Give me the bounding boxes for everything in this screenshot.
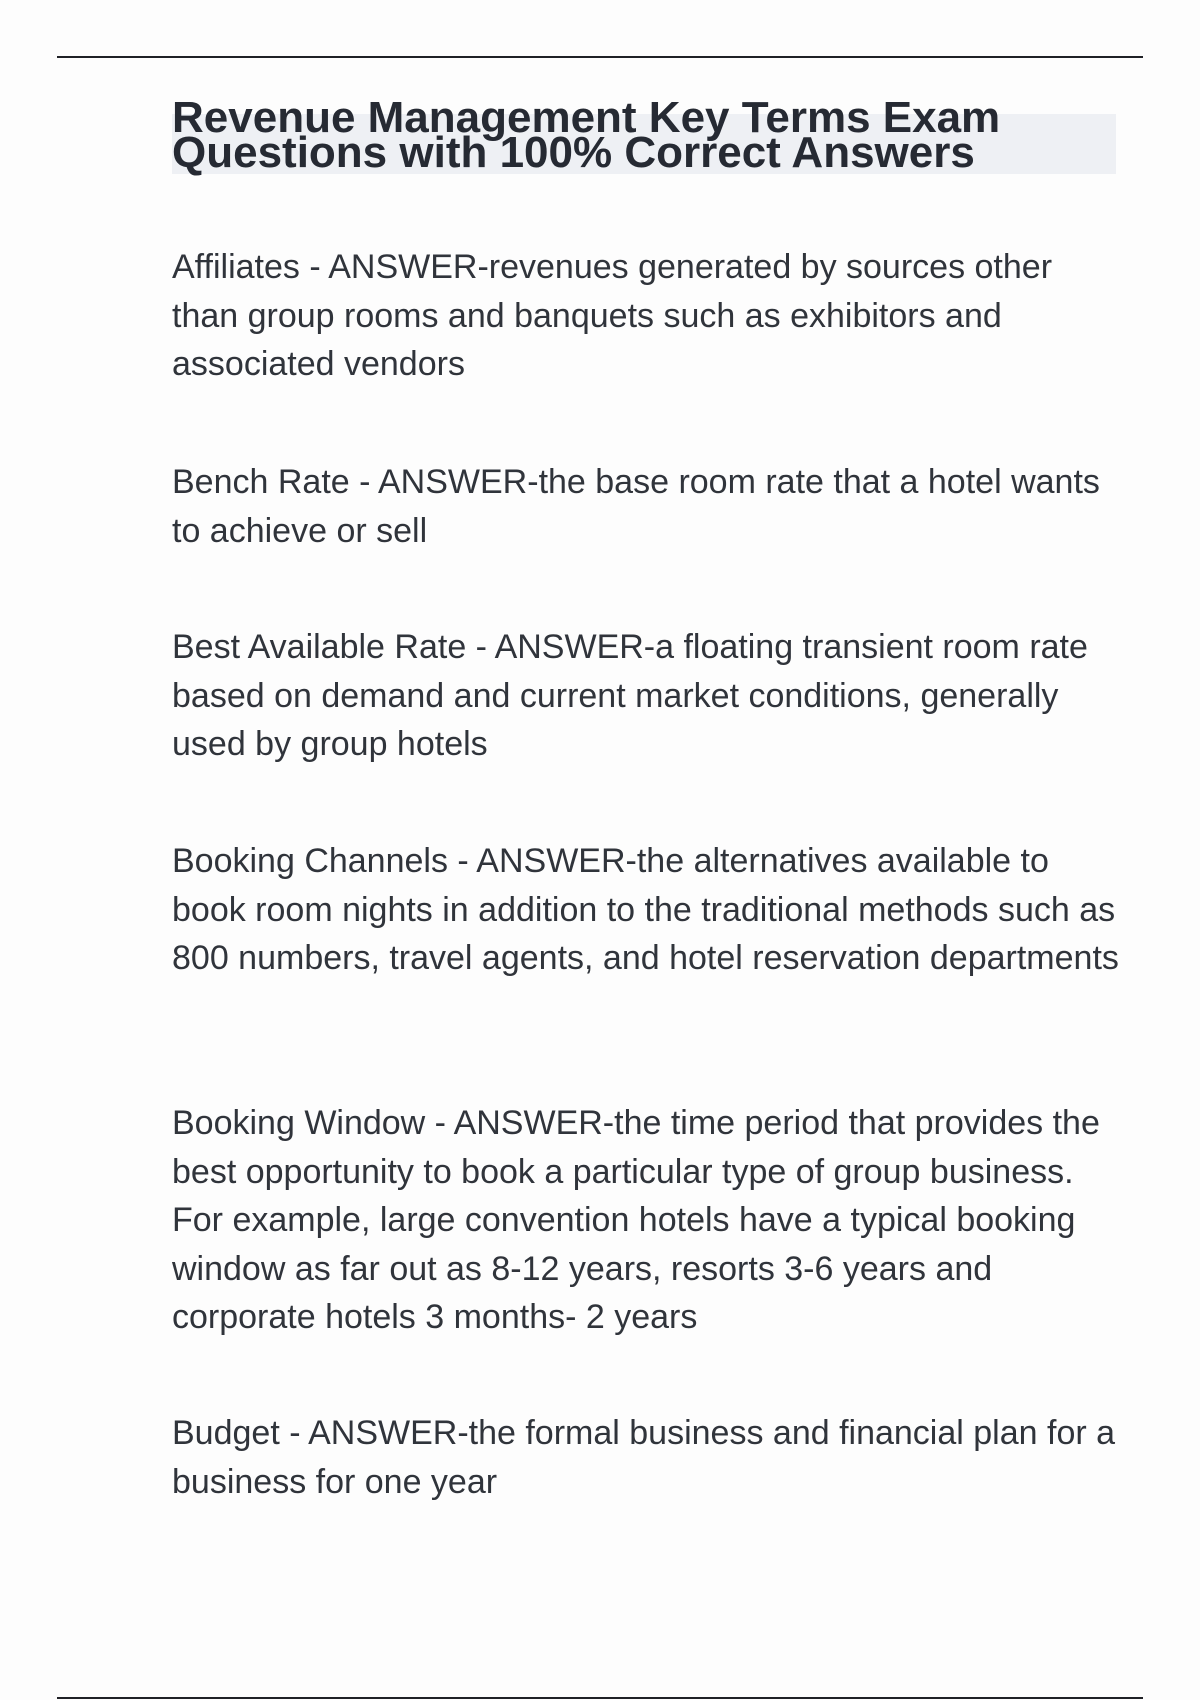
term-entry-booking-channels: Booking Channels - ANSWER-the alternatives available to book room nights in addition to the traditional methods such as 800 numbers, travel agents, and hotel reservation departments: [172, 842, 1119, 977]
title-line-1: Revenue Management Key Terms Exam: [172, 93, 1001, 142]
term-entry-affiliates: Affiliates - ANSWER-revenues generated by sources other than group rooms and banquets such as exhibitors and associated vendors: [172, 248, 1053, 383]
term-entry-best-available-rate: Best Available Rate - ANSWER-a floating transient room rate based on demand and current market conditions, generally used by group hotels: [172, 628, 1088, 763]
title-line-2: Questions with 100% Correct Answers: [172, 128, 975, 177]
document-title: [172, 93, 1116, 177]
bottom-rule: [57, 1697, 1143, 1699]
term-entry-budget: Budget - ANSWER-the formal business and financial plan for a business for one year: [172, 1414, 1116, 1501]
term-entry-bench-rate: Bench Rate - ANSWER-the base room rate that a hotel wants to achieve or sell: [172, 463, 1100, 550]
term-entry-booking-window: Booking Window - ANSWER-the time period that provides the best opportunity to book a particular type of group business. For example, large convention hotels have a typical booking window as far out as 8-12 years, resorts 3-6 years and corporate hotels 3 months- 2 years: [172, 1104, 1100, 1336]
top-rule: [57, 56, 1143, 58]
